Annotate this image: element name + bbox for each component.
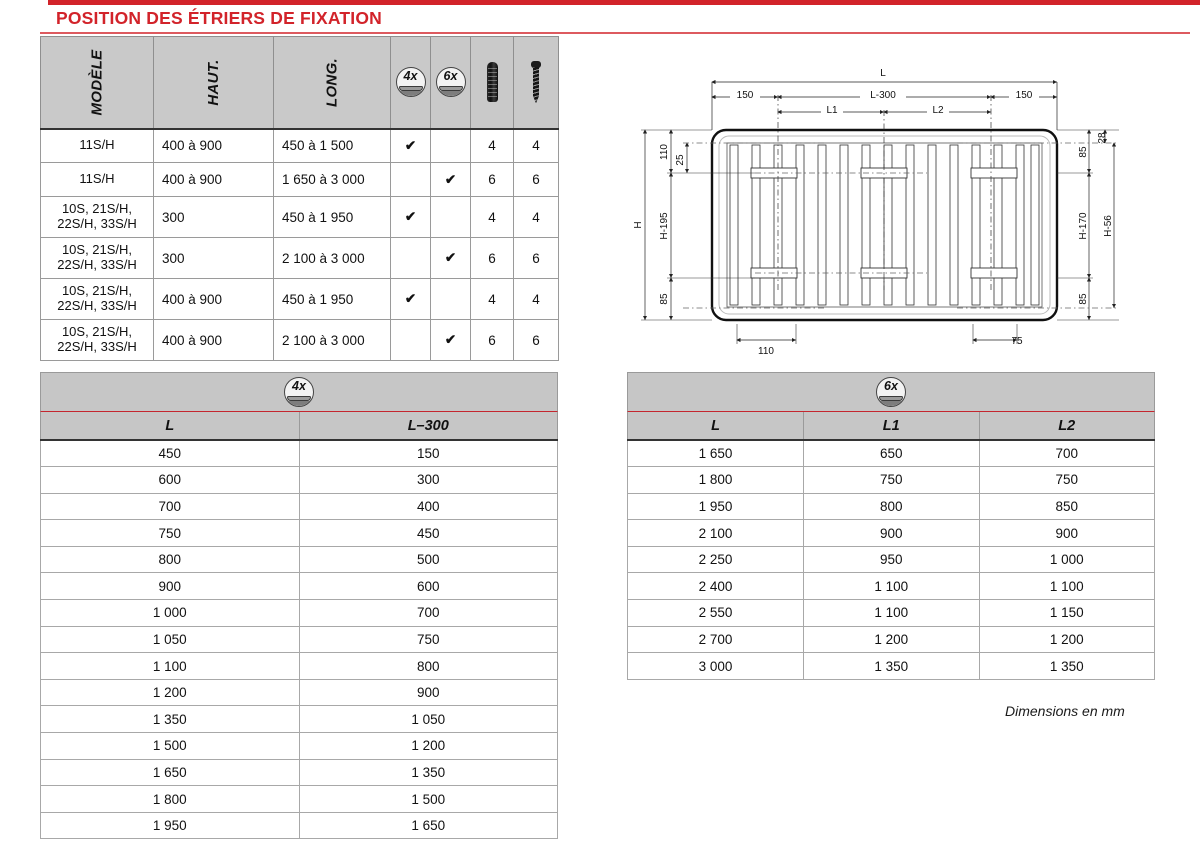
dim-bottom-75: 75 (1011, 336, 1023, 347)
cell-col-1: 400 (299, 493, 558, 520)
dim-H: H (633, 221, 644, 229)
dim-H-170: H-170 (1078, 212, 1089, 240)
table-4x (40, 372, 558, 839)
table-row (41, 812, 558, 839)
table-row (41, 129, 559, 163)
cell-6x-check (431, 197, 471, 238)
table-6x-body (628, 440, 1155, 679)
cell-col-1: 1 100 (804, 573, 979, 600)
cell-6x-check (431, 279, 471, 320)
table-row (41, 759, 558, 786)
table-6x-grid (627, 412, 1155, 680)
bracket-6x-label: 6x (884, 379, 898, 393)
cell-screw-count: 4 (514, 129, 559, 163)
dim-H-195: H-195 (659, 212, 670, 240)
col-header-L: L (628, 412, 804, 440)
dim-right-150: 150 (1015, 90, 1033, 101)
cell-long: 450 à 1 500 (274, 129, 391, 163)
cell-4x-check (391, 238, 431, 279)
cell-col-0: 1 800 (41, 786, 300, 813)
screw-icon (531, 61, 541, 103)
bracket-6x-label: 6x (443, 69, 458, 84)
bracket-4x-label: 4x (292, 379, 306, 393)
table-row (628, 546, 1155, 573)
cell-col-1: 1 350 (299, 759, 558, 786)
table-row (41, 546, 558, 573)
dim-left-85: 85 (659, 293, 670, 305)
table-row (41, 440, 558, 467)
cell-modele: 10S, 21S/H, 22S/H, 33S/H (41, 238, 154, 279)
bracket-6x-icon (436, 67, 466, 97)
cell-col-2: 1 000 (979, 546, 1155, 573)
col-header-modele-label: MODÈLE (88, 49, 106, 116)
cell-col-2: 1 350 (979, 653, 1155, 680)
cell-col-1: 1 200 (299, 733, 558, 760)
cell-col-1: 600 (299, 573, 558, 600)
col-header-long-label: LONG. (323, 57, 341, 107)
cell-screw-count: 4 (514, 197, 559, 238)
cell-plug-count: 4 (471, 279, 514, 320)
table-6x-iconband (627, 372, 1155, 412)
col-header-modele (41, 37, 154, 129)
cell-col-0: 1 650 (41, 759, 300, 786)
cell-col-1: 1 650 (299, 812, 558, 839)
dim-110: 110 (659, 144, 670, 160)
cell-col-0: 1 050 (41, 626, 300, 653)
col-header-haut-label: HAUT. (205, 59, 222, 106)
cell-col-0: 750 (41, 520, 300, 547)
cell-long: 450 à 1 950 (274, 279, 391, 320)
cell-col-0: 2 700 (628, 626, 804, 653)
wall-plug-icon (487, 62, 498, 102)
cell-col-0: 700 (41, 493, 300, 520)
col-header-screw (514, 37, 559, 129)
cell-col-0: 2 550 (628, 600, 804, 627)
cell-col-0: 1 350 (41, 706, 300, 733)
cell-col-1: 650 (804, 440, 979, 467)
cell-col-0: 3 000 (628, 653, 804, 680)
table-row (41, 279, 559, 320)
cell-modele: 10S, 21S/H, 22S/H, 33S/H (41, 197, 154, 238)
table-header-row (41, 37, 559, 129)
cell-long: 2 100 à 3 000 (274, 238, 391, 279)
cell-col-1: 950 (804, 546, 979, 573)
bracket-4x-icon (284, 377, 314, 407)
cell-col-1: 1 350 (804, 653, 979, 680)
table-row (41, 573, 558, 600)
table-row (41, 600, 558, 627)
cell-long: 1 650 à 3 000 (274, 163, 391, 197)
cell-col-0: 2 100 (628, 520, 804, 547)
cell-4x-check: ✔ (391, 197, 431, 238)
cell-col-1: 1 200 (804, 626, 979, 653)
cell-col-2: 900 (979, 520, 1155, 547)
cell-col-0: 450 (41, 440, 300, 467)
cell-4x-check: ✔ (391, 129, 431, 163)
cell-screw-count: 4 (514, 279, 559, 320)
dim-left-150: 150 (736, 90, 754, 101)
cell-6x-check: ✔ (431, 320, 471, 361)
cell-haut: 300 (154, 238, 274, 279)
cell-col-1: 1 500 (299, 786, 558, 813)
table-row (41, 467, 558, 494)
cell-col-2: 850 (979, 493, 1155, 520)
col-header-L2: L2 (979, 412, 1155, 440)
table-6x (627, 372, 1155, 680)
cell-haut: 400 à 900 (154, 279, 274, 320)
table-row (41, 626, 558, 653)
cell-col-0: 1 800 (628, 467, 804, 494)
dimensions-note: Dimensions en mm (1005, 703, 1125, 719)
cell-col-2: 750 (979, 467, 1155, 494)
table-4x-header-row (41, 412, 558, 440)
table-row (41, 197, 559, 238)
cell-col-1: 300 (299, 467, 558, 494)
col-header-long (274, 37, 391, 129)
cell-col-0: 1 950 (628, 493, 804, 520)
cell-col-0: 1 100 (41, 653, 300, 680)
col-header-L300: L–300 (299, 412, 558, 440)
table-row (41, 520, 558, 547)
cell-plug-count: 6 (471, 320, 514, 361)
cell-col-1: 1 050 (299, 706, 558, 733)
table-row (628, 573, 1155, 600)
cell-4x-check (391, 320, 431, 361)
cell-col-1: 1 100 (804, 600, 979, 627)
cell-haut: 400 à 900 (154, 320, 274, 361)
radiator-dimension-drawing (627, 40, 1167, 360)
cell-modele: 11S/H (41, 163, 154, 197)
cell-col-0: 900 (41, 573, 300, 600)
table-row (628, 440, 1155, 467)
cell-col-2: 1 100 (979, 573, 1155, 600)
table-row (628, 626, 1155, 653)
col-header-L1: L1 (804, 412, 979, 440)
cell-col-1: 150 (299, 440, 558, 467)
table-row (41, 679, 558, 706)
table-row (628, 493, 1155, 520)
fixing-bracket-table (40, 36, 558, 361)
cell-col-2: 1 200 (979, 626, 1155, 653)
cell-col-2: 1 150 (979, 600, 1155, 627)
cell-col-1: 900 (804, 520, 979, 547)
cell-long: 2 100 à 3 000 (274, 320, 391, 361)
dim-bottom-110: 110 (758, 346, 774, 357)
cell-col-0: 800 (41, 546, 300, 573)
table-row (41, 733, 558, 760)
cell-col-1: 800 (299, 653, 558, 680)
cell-col-0: 1 950 (41, 812, 300, 839)
cell-col-1: 900 (299, 679, 558, 706)
cell-col-1: 700 (299, 600, 558, 627)
cell-plug-count: 4 (471, 197, 514, 238)
cell-col-0: 1 500 (41, 733, 300, 760)
dim-28: 28 (1097, 132, 1108, 144)
cell-modele: 10S, 21S/H, 22S/H, 33S/H (41, 279, 154, 320)
table-row (628, 600, 1155, 627)
col-header-plug (471, 37, 514, 129)
dim-H-56: H-56 (1103, 215, 1114, 237)
table-4x-body (41, 440, 558, 839)
cell-col-0: 2 400 (628, 573, 804, 600)
table-6x-header-row (628, 412, 1155, 440)
table-row (41, 493, 558, 520)
table-4x-iconband (40, 372, 558, 412)
cell-6x-check: ✔ (431, 163, 471, 197)
dim-L-300: L-300 (870, 90, 896, 101)
cell-4x-check: ✔ (391, 279, 431, 320)
cell-col-0: 1 200 (41, 679, 300, 706)
table-row (628, 467, 1155, 494)
cell-col-1: 800 (804, 493, 979, 520)
cell-screw-count: 6 (514, 163, 559, 197)
cell-screw-count: 6 (514, 238, 559, 279)
cell-col-0: 600 (41, 467, 300, 494)
table-row (41, 238, 559, 279)
cell-screw-count: 6 (514, 320, 559, 361)
dim-L: L (880, 68, 886, 79)
table-row (41, 653, 558, 680)
col-header-L: L (41, 412, 300, 440)
bracket-6x-icon (876, 377, 906, 407)
table-row (41, 163, 559, 197)
radiator-drawing-svg (627, 40, 1167, 360)
cell-plug-count: 6 (471, 163, 514, 197)
cell-modele: 10S, 21S/H, 22S/H, 33S/H (41, 320, 154, 361)
cell-col-1: 750 (804, 467, 979, 494)
main-table (40, 36, 559, 361)
dim-25: 25 (675, 154, 686, 166)
cell-6x-check (431, 129, 471, 163)
page-title: POSITION DES ÉTRIERS DE FIXATION (56, 8, 382, 28)
cell-col-1: 500 (299, 546, 558, 573)
col-header-haut (154, 37, 274, 129)
cell-long: 450 à 1 950 (274, 197, 391, 238)
col-header-6x (431, 37, 471, 129)
cell-col-1: 750 (299, 626, 558, 653)
bracket-4x-label: 4x (403, 69, 418, 84)
table-row (628, 520, 1155, 547)
table-row (41, 786, 558, 813)
cell-haut: 400 à 900 (154, 163, 274, 197)
bracket-4x-icon (396, 67, 426, 97)
table-row (41, 706, 558, 733)
cell-modele: 11S/H (41, 129, 154, 163)
cell-plug-count: 6 (471, 238, 514, 279)
cell-4x-check (391, 163, 431, 197)
cell-plug-count: 4 (471, 129, 514, 163)
cell-6x-check: ✔ (431, 238, 471, 279)
cell-col-0: 2 250 (628, 546, 804, 573)
cell-col-1: 450 (299, 520, 558, 547)
col-header-4x (391, 37, 431, 129)
dim-L2: L2 (932, 105, 944, 116)
cell-haut: 300 (154, 197, 274, 238)
main-table-body (41, 129, 559, 361)
table-4x-grid (40, 412, 558, 839)
dim-right-top-85: 85 (1078, 146, 1089, 158)
dim-L1: L1 (826, 105, 838, 116)
table-row (41, 320, 559, 361)
cell-col-0: 1 000 (41, 600, 300, 627)
cell-haut: 400 à 900 (154, 129, 274, 163)
cell-col-2: 700 (979, 440, 1155, 467)
cell-col-0: 1 650 (628, 440, 804, 467)
top-accent-bar (48, 0, 1200, 5)
dim-right-bottom-85: 85 (1078, 293, 1089, 305)
table-row (628, 653, 1155, 680)
